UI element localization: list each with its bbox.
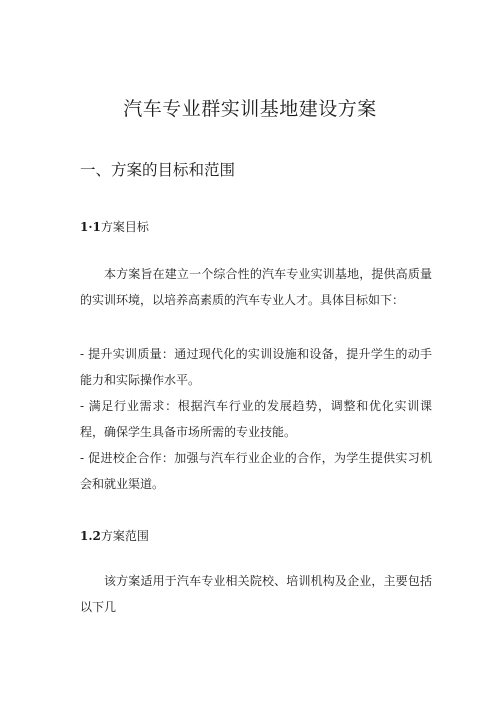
paragraph-intro: 本方案旨在建立一个综合性的汽车专业实训基地，提供高质量的实训环境，以培养高素质的汽车专业人才。具体目标如下：	[80, 267, 432, 307]
subsection-number: 1.2	[80, 529, 101, 543]
subsection-label: 方案目标	[100, 220, 149, 234]
subsection-heading-1-1	[80, 219, 149, 235]
subsection-label: 方案范围	[100, 529, 149, 543]
subsection-heading-1-2	[80, 528, 149, 544]
bullet-item-1: - 提升实训质量：通过现代化的实训设施和设备，提升学生的动手能力和实际操作水平。	[80, 347, 432, 387]
bullet-item-3: - 促进校企合作：加强与汽车行业企业的合作，为学生提供实习机会和就业渠道。	[80, 451, 432, 491]
bullet-item-2: - 满足行业需求：根据汽车行业的发展趋势，调整和优化实训课程，确保学生具备市场所需的专业技能。	[80, 399, 432, 439]
document-title: 汽车专业群实训基地建设方案	[123, 98, 377, 120]
section-heading: 一、方案的目标和范围	[80, 161, 236, 179]
paragraph-scope: 该方案适用于汽车专业相关院校、培训机构及企业，主要包括以下几	[80, 574, 432, 614]
subsection-number: 1·1	[80, 220, 101, 234]
